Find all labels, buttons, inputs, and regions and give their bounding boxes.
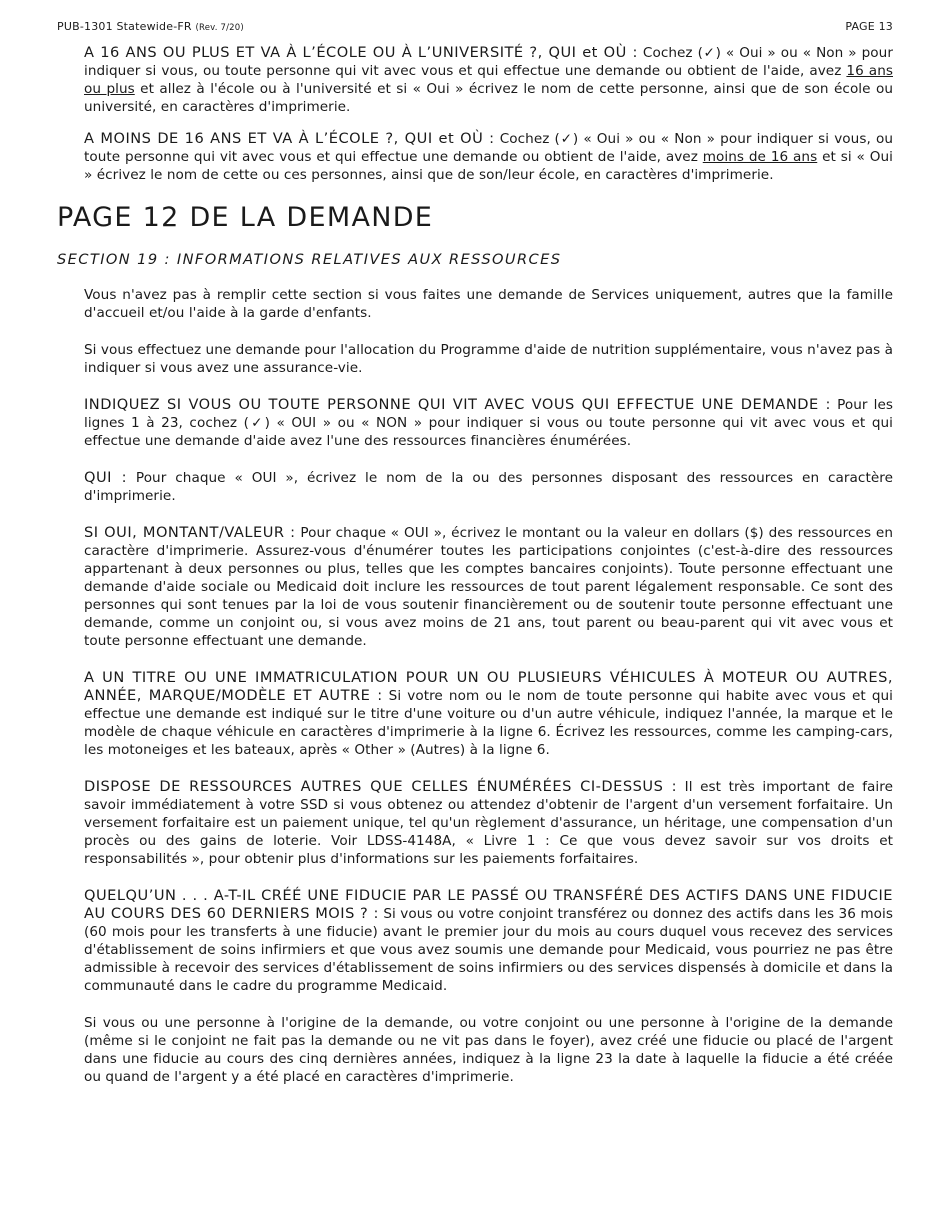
paragraph-title: DISPOSE DE RESSOURCES AUTRES QUE CELLES ÉNUMÉRÉES CI-DESSUS : xyxy=(84,778,678,795)
paragraph-nutrition-program: Si vous effectuez une demande pour l'allocation du Programme d'aide de nutrition supplémentaire, vous n'avez pas à indiquer si vous avez une assurance-vie. xyxy=(84,342,894,376)
paragraph-title: INDIQUEZ SI VOUS OU TOUTE PERSONNE QUI VIT AVEC VOUS QUI EFFECTUE UNE DEMANDE : xyxy=(84,396,831,413)
form-id: PUB-1301 Statewide-FR (Rev. 7/20) xyxy=(57,20,244,33)
document-body xyxy=(57,44,894,1100)
page-number: PAGE 13 xyxy=(845,20,893,33)
page-header xyxy=(57,20,893,33)
paragraph-services-only: Vous n'avez pas à remplir cette section si vous faites une demande de Services uniquement, autres que la famille d'accueil et/ou l'aide à la garde d'enfants. xyxy=(84,287,893,321)
paragraph-vehicles: A UN TITRE OU UNE IMMATRICULATION POUR UN OU PLUSIEURS VÉHICULES À MOTEUR OU AUTRES, ANNÉE, MARQUE/MODÈLE ET AUTRE : Si votre nom ou le nom de toute personne qui habite avec vous et qui effectue une demande est indiqué sur le titre d'une voiture ou d'un autre véhicule, indiquez l'année, la marque et le modèle de chaque véhicule en caractères d'imprimerie à la ligne 6. Écrivez les ressources, comme les camping-cars, les motoneiges et les bateaux, après « Other » (Autres) à la ligne 6. xyxy=(84,669,893,758)
paragraph-other-resources: DISPOSE DE RESSOURCES AUTRES QUE CELLES ÉNUMÉRÉES CI-DESSUS : Il est très important de faire savoir immédiatement à votre SSD si vous obtenez ou attendez d'obtenir de l'argent d'un versement forfaitaire. Un versement forfaitaire est un paiement unique, tel qu'un règlement d'assurance, un héritage, une compensation d'un procès ou des gains de loterie. Voir LDSS-4148A, « Livre 1 : Ce que vous devez savoir sur vos droits et responsabilités », pour obtenir plus d'informations sur les paiements forfaitaires. xyxy=(84,778,893,867)
paragraph-title: A UN TITRE OU UNE IMMATRICULATION POUR UN OU PLUSIEURS VÉHICULES À MOTEUR OU AUTRES, ANNÉE, MARQUE/MODÈLE ET AUTRE : xyxy=(84,669,893,704)
paragraph-trust-date: Si vous ou une personne à l'origine de la demande, ou votre conjoint ou une personne à l'origine de la demande (même si le conjoint ne fait pas la demande ou ne vit pas dans le foyer), avez créé une fiducie ou placé de l'argent dans une fiducie au cours des cinq dernières années, indiquez à la ligne 23 la date à laquelle la fiducie a été créée ou quand de l'argent y a été placé en caractères d'imprimerie. xyxy=(84,1015,893,1085)
underlined-text: moins de 16 ans xyxy=(702,149,818,165)
paragraph-age-under-16: A MOINS DE 16 ANS ET VA À L’ÉCOLE ?, QUI et OÙ : Cochez (✓) « Oui » ou « Non » pour indiquer si vous, ou toute personne qui vit avec vous et qui effectue une demande ou obtient de l'aide, avez moins de 16 ans et si « Oui » écrivez le nom de cette ou ces personnes, ainsi que de son/leur école, en caractères d'imprimerie. xyxy=(84,130,893,183)
paragraph-who: QUI : Pour chaque « OUI », écrivez le nom de la ou des personnes disposant des ressources en caractère d'imprimerie. xyxy=(84,469,893,504)
paragraph-title: QUELQU’UN . . . A-T-IL CRÉÉ UNE FIDUCIE PAR LE PASSÉ OU TRANSFÉRÉ DES ACTIFS DANS UNE FIDUCIE AU COURS DES 60 DERNIERS MOIS ? : xyxy=(84,887,893,922)
section-heading: SECTION 19 : INFORMATIONS RELATIVES AUX RESSOURCES xyxy=(57,251,562,268)
page-heading: PAGE 12 DE LA DEMANDE xyxy=(57,202,434,233)
paragraph-age-16-plus: A 16 ANS OU PLUS ET VA À L’ÉCOLE OU À L’UNIVERSITÉ ?, QUI et OÙ : Cochez (✓) « Oui » ou « Non » pour indiquer si vous, ou toute personne qui vit avec vous et qui effectue une demande ou obtient de l'aide, avez 16 ans ou plus et allez à l'école ou à l'université et si « Oui » écrivez le nom de cette personne, ainsi que de son école ou université, en caractères d'imprimerie. xyxy=(84,44,893,115)
paragraph-title: A MOINS DE 16 ANS ET VA À L’ÉCOLE ?, QUI et OÙ : xyxy=(84,130,495,147)
paragraph-title: QUI : xyxy=(84,469,128,486)
paragraph-indicate: INDIQUEZ SI VOUS OU TOUTE PERSONNE QUI VIT AVEC VOUS QUI EFFECTUE UNE DEMANDE : Pour les lignes 1 à 23, cochez (✓) « OUI » ou « NON » pour indiquer si vous ou toute personne qui vit avec vous et qui effectue une demande d'aide avez l'une des ressources financières énumérées. xyxy=(84,396,893,449)
revision-date: (Rev. 7/20) xyxy=(195,23,244,33)
paragraph-trust-transfer: QUELQU’UN . . . A-T-IL CRÉÉ UNE FIDUCIE PAR LE PASSÉ OU TRANSFÉRÉ DES ACTIFS DANS UNE FIDUCIE AU COURS DES 60 DERNIERS MOIS ? : Si vous ou votre conjoint transférez ou donnez des actifs dans les 36 mois (60 mois pour les transferts à une fiducie) avant le premier jour du mois au cours duquel vous recevez des services d'établissement de soins infirmiers et que vous avez soumis une demande pour Medicaid, vous pourriez ne pas être admissible à recevoir des services d'établissement de soins infirmiers ou des services dispensés à domicile et dans la communauté dans le cadre du programme Medicaid. xyxy=(84,887,893,994)
paragraph-title: A 16 ANS OU PLUS ET VA À L’ÉCOLE OU À L’UNIVERSITÉ ?, QUI et OÙ : xyxy=(84,44,638,61)
paragraph-amount-value: SI OUI, MONTANT/VALEUR : Pour chaque « OUI », écrivez le montant ou la valeur en dollars ($) des ressources en caractère d'imprimerie. Assurez-vous d'énumérer toutes les participations conjointes (c'est-à-dire des ressources appartenant à deux personnes ou plus, telles que les comptes bancaires conjoints). Toute personne effectuant une demande d'aide sociale ou Medicaid doit inclure les ressources de tout parent légalement responsable. Ce sont des personnes qui sont tenues par la loi de vous soutenir financièrement ou de soutenir toute personne effectuant une demande, comme un conjoint ou, si vous avez moins de 21 ans, tout parent ou beau-parent qui vit avec vous et toute personne effectuant une demande. xyxy=(84,524,893,649)
paragraph-title: SI OUI, MONTANT/VALEUR : xyxy=(84,524,296,541)
underlined-text: 16 ans ou plus xyxy=(84,63,893,97)
